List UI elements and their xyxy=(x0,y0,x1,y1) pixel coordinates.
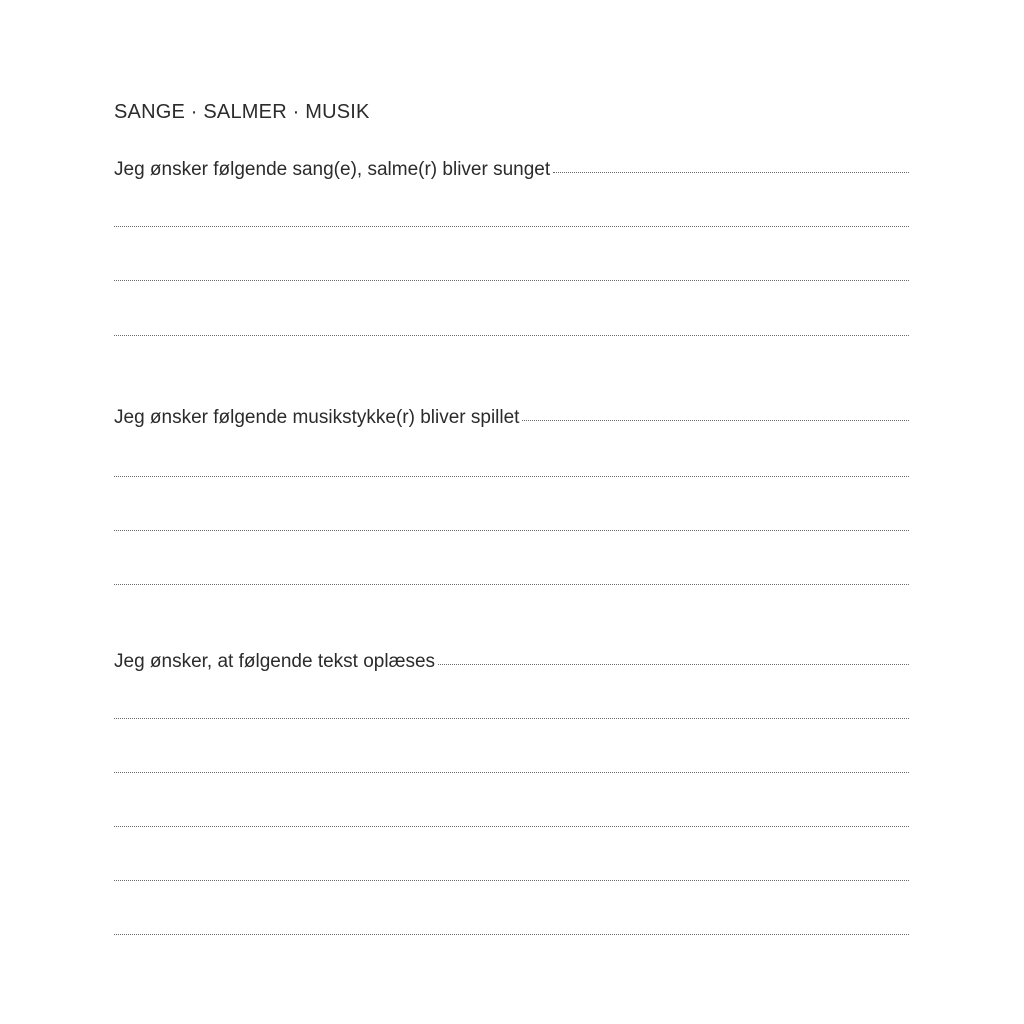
music-answer-line[interactable] xyxy=(114,584,909,585)
reading-prompt-label: Jeg ønsker, at følgende tekst oplæses xyxy=(114,651,436,672)
reading-answer-line[interactable] xyxy=(114,826,909,827)
songs-prompt-label: Jeg ønsker følgende sang(e), salme(r) bliver sunget xyxy=(114,159,551,180)
music-answer-line[interactable] xyxy=(114,476,909,477)
reading-answer-line[interactable] xyxy=(114,772,909,773)
music-answer-line[interactable] xyxy=(114,530,909,531)
songs-answer-line[interactable] xyxy=(114,226,909,227)
songs-answer-line[interactable] xyxy=(114,280,909,281)
reading-answer-line[interactable] xyxy=(114,934,909,935)
songs-prompt-row[interactable] xyxy=(114,158,909,184)
music-prompt-label: Jeg ønsker følgende musikstykke(r) bliver spillet xyxy=(114,407,520,428)
reading-prompt-row[interactable] xyxy=(114,650,909,676)
songs-answer-line[interactable] xyxy=(553,171,909,173)
reading-answer-line[interactable] xyxy=(114,880,909,881)
reading-answer-line[interactable] xyxy=(114,718,909,719)
songs-answer-line[interactable] xyxy=(114,335,909,336)
music-prompt-row[interactable] xyxy=(114,406,909,432)
section-heading: SANGE · SALMER · MUSIK xyxy=(114,101,370,123)
music-answer-line[interactable] xyxy=(522,419,909,421)
reading-answer-line[interactable] xyxy=(438,663,909,665)
